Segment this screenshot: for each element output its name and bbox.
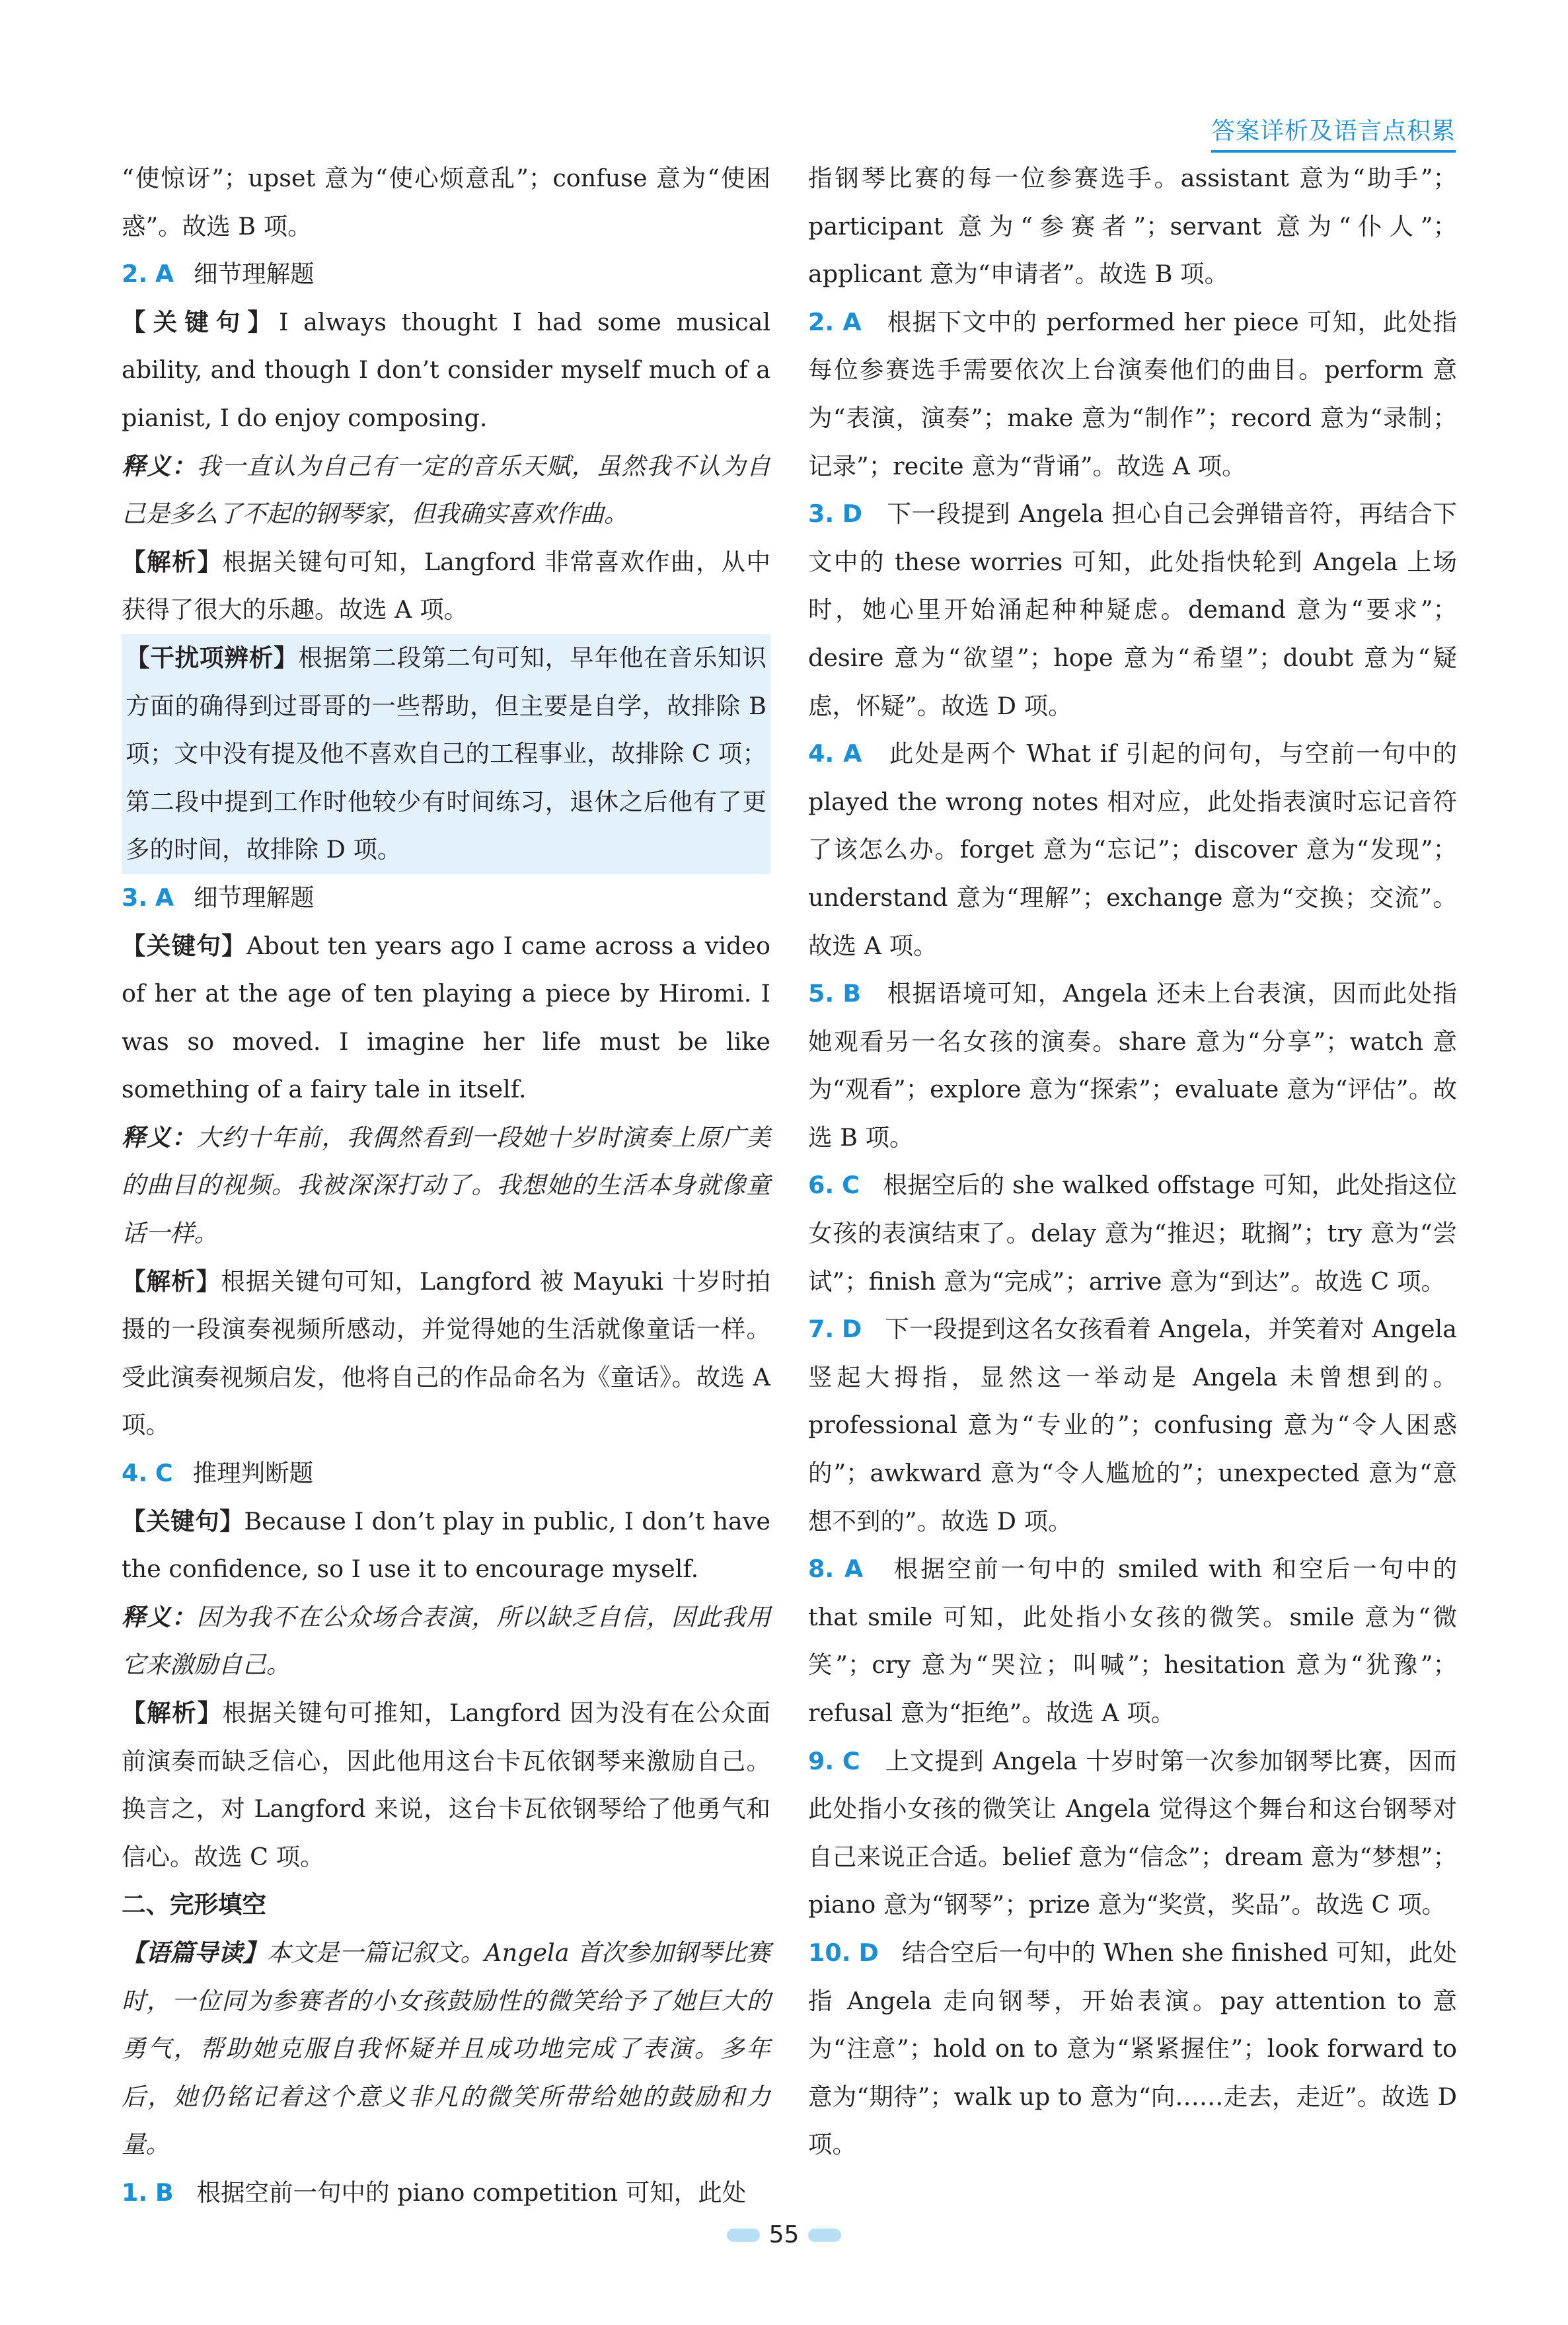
key-sentence-text: About ten years ago I came across a video of her at the age of ten playing a piece by Hiromi. I was so moved. I imagine her life must be like something of a fairy tale in itself. — [122, 931, 770, 1104]
key-sentence — [122, 922, 770, 1114]
answer-letter: A — [155, 260, 174, 289]
answer-letter: D — [842, 499, 863, 529]
answer-letter: C — [842, 1171, 860, 1200]
guide-text: 本文是一篇记叙文。Angela 首次参加钢琴比赛时，一位同为参赛者的小女孩鼓励性的微笑给予了她巨大的勇气，帮助她克服自我怀疑并且成功地完成了表演。多年后，她仍铭记着这个意义非凡的微笑所带给她的鼓励和力量。 — [122, 1938, 770, 2159]
item-text: 根据下文中的 performed her piece 可知，此处指每位参赛选手需要依次上台演奏他们的曲目。perform 意为“表演，演奏”；make 意为“制作”；record 意为“录制；记录”；recite 意为“背诵”。故选 A 项。 — [808, 307, 1458, 480]
question-number: 5. — [808, 979, 835, 1008]
cloze-item — [808, 1306, 1457, 1545]
question-3-heading — [122, 874, 770, 922]
analysis — [122, 1258, 770, 1450]
passage-guide — [122, 1929, 770, 2169]
question-type: 细节理解题 — [194, 260, 315, 289]
left-column — [122, 155, 770, 2217]
distractor-label: 【干扰项辨析】 — [126, 643, 299, 672]
cloze-item — [808, 1929, 1457, 2169]
item-text: 结合空后一句中的 When she finished 可知，此处指 Angela 走向钢琴，开始表演。pay attention to 意为“注意”；hold on to 意为“紧紧握住”；look forward to 意为“期待”；walk up to 意为“向……走去，走近”。故选 D 项。 — [808, 1938, 1458, 2159]
analysis-text: 根据关键句可知，Langford 非常喜欢作曲，从中获得了很大的乐趣。故选 A 项。 — [122, 547, 771, 624]
translation-text: 因为我不在公众场合表演，所以缺乏自信，因此我用它来激励自己。 — [122, 1602, 771, 1679]
item-text: 下一段提到这名女孩看着 Angela，并笑着对 Angela 竖起大拇指，显然这一举动是 Angela 未曾想到的。professional 意为“专业的”；confusing 意为“令人困惑的”；awkward 意为“令人尴尬的”；unexpected 意为“意想不到的”。故选 D 项。 — [808, 1315, 1457, 1535]
cloze-item-1 — [122, 2169, 770, 2217]
guide-label: 【语篇导读】 — [122, 1938, 267, 1967]
item-text: 根据空前一句中的 piano competition 可知，此处 — [196, 2178, 747, 2207]
question-number: 6. — [808, 1171, 835, 1200]
answer-letter: B — [842, 979, 862, 1008]
page-footer — [0, 2221, 1568, 2248]
question-number: 2. — [122, 260, 148, 289]
question-number: 8. — [808, 1555, 835, 1584]
key-sentence — [122, 299, 770, 443]
translation — [122, 443, 770, 538]
key-sentence — [122, 1498, 770, 1594]
cloze-item — [808, 970, 1457, 1162]
cloze-item — [808, 1545, 1457, 1737]
item-text: 上文提到 Angela 十岁时第一次参加钢琴比赛，因而此处指小女孩的微笑让 Angela 觉得这个舞台和这台钢琴对自己来说正合适。belief 意为“信念”；dream 意为“梦想”；piano 意为“钢琴”；prize 意为“奖赏，奖品”。故选 C 项。 — [808, 1746, 1457, 1919]
key-sentence-label: 【关键句】 — [122, 931, 246, 960]
answer-letter: B — [155, 2178, 174, 2207]
page-number: 55 — [768, 2221, 800, 2248]
key-sentence-label: 【关键句】 — [122, 307, 280, 336]
analysis-text: 根据关键句可推知，Langford 因为没有在公众面前演奏而缺乏信心，因此他用这台卡瓦依钢琴来激励自己。换言之，对 Langford 来说，这台卡瓦依钢琴给了他勇气和信心。故选 C 项。 — [122, 1699, 771, 1871]
analysis-label: 【解析】 — [122, 1267, 221, 1296]
answer-letter: A — [155, 883, 174, 912]
right-column — [808, 155, 1457, 2169]
translation — [122, 1594, 770, 1689]
key-sentence-text: I always thought I had some musical ability, and though I don’t consider myself much of a pianist, I do enjoy composing. — [122, 307, 771, 432]
analysis — [122, 538, 770, 634]
question-type: 推理判断题 — [192, 1459, 314, 1488]
distractor-text: 根据第二段第二句可知，早年他在音乐知识方面的确得到过哥哥的一些帮助，但主要是自学，故排除 B 项；文中没有提及他不喜欢自己的工程事业，故排除 C 项；第二段中提到工作时他较少有时间练习，退休之后他有了更多的时间，故排除 D 项。 — [126, 643, 767, 864]
answer-letter: A — [844, 1555, 864, 1584]
analysis — [122, 1689, 770, 1881]
footer-right-decoration — [808, 2229, 841, 2242]
translation-text: 大约十年前，我偶然看到一段她十岁时演奏上原广美的曲目的视频。我被深深打动了。我想她的生活本身就像童话一样。 — [122, 1123, 771, 1248]
answer-letter: A — [843, 739, 862, 768]
question-number: 2. — [808, 307, 835, 336]
analysis-text: 根据关键句可知，Langford 被 Mayuki 十岁时拍摄的一段演奏视频所感动，并觉得她的生活就像童话一样。受此演奏视频启发，他将自己的作品命名为《童话》。故选 A 项。 — [122, 1267, 771, 1440]
question-number: 3. — [122, 883, 148, 912]
answer-letter: D — [841, 1315, 862, 1344]
question-number: 1. — [122, 2178, 148, 2207]
translation-label: 释义： — [122, 1602, 197, 1631]
answer-letter: D — [858, 1938, 879, 1967]
key-sentence-text: Because I don’t play in public, I don’t have the confidence, so I use it to encourage myself. — [122, 1506, 771, 1584]
answer-letter: C — [842, 1746, 860, 1775]
cloze-item-1-continued: 指钢琴比赛的每一位参赛选手。assistant 意为“助手”；participant 意为“参赛者”；servant 意为“仆人”；applicant 意为“申请者”。故选 B 项。 — [808, 164, 1457, 289]
question-number: 4. — [122, 1459, 148, 1488]
cloze-item — [808, 299, 1457, 490]
translation — [122, 1114, 770, 1258]
cloze-item — [808, 1162, 1457, 1306]
item-text: 根据语境可知，Angela 还未上台表演，因而此处指她观看另一名女孩的演奏。share 意为“分享”；watch 意为“观看”；explore 意为“探索”；evaluate 意为“评估”。故选 B 项。 — [808, 979, 1457, 1152]
section-title: 二、完形填空 — [122, 1890, 266, 1919]
translation-text: 我一直认为自己有一定的音乐天赋，虽然我不认为自己是多么了不起的钢琴家，但我确实喜欢作曲。 — [122, 451, 771, 529]
item-text: 此处是两个 What if 引起的问句，与空前一句中的 played the wrong notes 相对应，此处指表演时忘记音符了该怎么办。forget 意为“忘记”；discover 意为“发现”；understand 意为“理解”；exchange 意为“交换；交流”。故选 A 项。 — [808, 739, 1457, 960]
answer-letter: A — [842, 307, 862, 336]
translation-label: 释义： — [122, 1123, 197, 1152]
question-number: 7. — [808, 1315, 835, 1344]
translation-label: 释义： — [122, 451, 197, 480]
item-text: 下一段提到 Angela 担心自己会弹错音符，再结合下文中的 these worries 可知，此处指快轮到 Angela 上场时，她心里开始涌起种种疑虑。demand 意为“要求”；desire 意为“欲望”；hope 意为“希望”；doubt 意为“疑虑，怀疑”。故选 D 项。 — [808, 499, 1457, 720]
cloze-item — [808, 730, 1457, 970]
question-number: 4. — [808, 739, 835, 768]
key-sentence-label: 【关键句】 — [122, 1506, 244, 1535]
question-number: 3. — [808, 499, 835, 529]
question-number: 9. — [808, 1746, 835, 1775]
footer-left-decoration — [727, 2229, 760, 2242]
question-number: 10. — [808, 1938, 851, 1967]
analysis-label: 【解析】 — [122, 547, 223, 576]
paragraph-continued: “使惊讶”；upset 意为“使心烦意乱”；confuse 意为“使困惑”。故选 B 项。 — [122, 164, 770, 240]
question-2-heading — [122, 250, 770, 299]
item-text: 根据空后的 she walked offstage 可知，此处指这位女孩的表演结束了。delay 意为“推迟；耽搁”；try 意为“尝试”；finish 意为“完成”；arrive 意为“到达”。故选 C 项。 — [808, 1171, 1457, 1296]
answer-letter: C — [155, 1459, 173, 1488]
item-text: 根据空前一句中的 smiled with 和空后一句中的 that smile 可知，此处指小女孩的微笑。smile 意为“微笑”；cry 意为“哭泣；叫喊”；hesitation 意为“犹豫”；refusal 意为“拒绝”。故选 A 项。 — [808, 1555, 1457, 1727]
analysis-label: 【解析】 — [122, 1699, 223, 1727]
cloze-item — [808, 490, 1457, 730]
cloze-item — [808, 1738, 1457, 1929]
page-header-title: 答案详析及语言点积累 — [1211, 112, 1456, 153]
question-4-heading — [122, 1450, 770, 1498]
question-type: 细节理解题 — [194, 883, 315, 912]
distractor-analysis-box — [122, 634, 770, 874]
